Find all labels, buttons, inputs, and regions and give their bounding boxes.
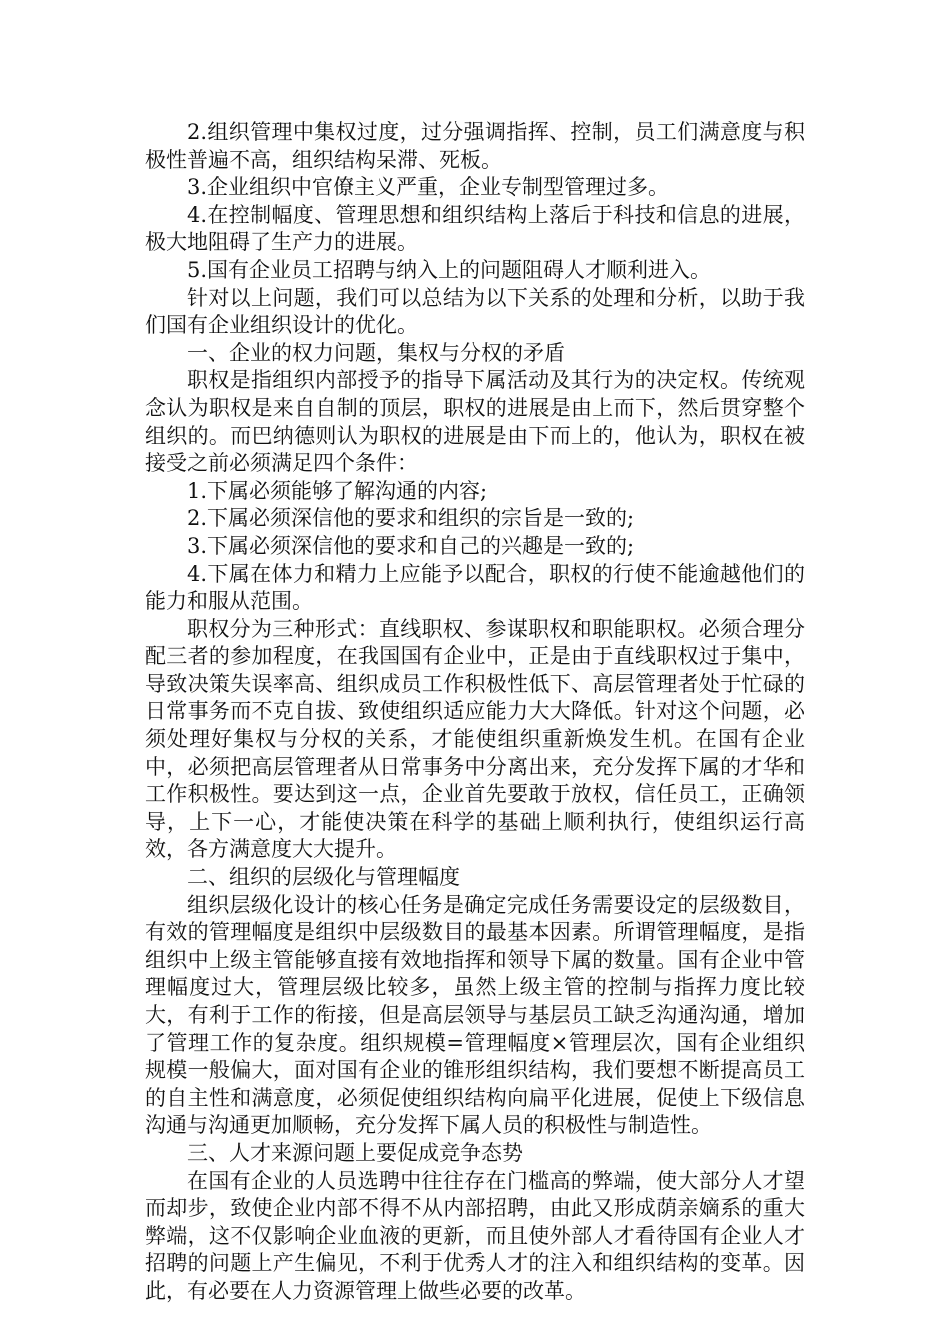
list-item: 1.下属必须能够了解沟通的内容; [187,478,488,503]
section-heading: 二、组织的层级化与管理幅度 [187,865,460,890]
paragraph: 职权是指组织内部授予的指导下属活动及其行为的决定权。传统观念认为职权是来自自制的顶层，职权的进展是由上而下，然后贯穿整个组织的。而巴纳德则认为职权的进展是由下而上的，他认为，职权在被接受之前必须满足四个条件： [145,368,805,476]
paragraph: 组织层级化设计的核心任务是确定完成任务需要设定的层级数目，有效的管理幅度是组织中层级数目的最基本因素。所谓管理幅度，是指组织中上级主管能够直接有效地指挥和领导下属的数量。国有企业中管理幅度过大，管理层级比较多，虽然上级主管的控制与指挥力度比较大，有利于工作的衔接，但是高层领导与基层员工缺乏沟通沟通，增加了管理工作的复杂度。组织规模=管理幅度×管理层次，国有企业组织规模一般偏大，面对国有企业的锥形组织结构，我们要想不断提高员工的自主性和满意度，必须促使组织结构向扁平化进展，促使上下级信息沟通与沟通更加顺畅，充分发挥下属人员的积极性与制造性。 [145,892,805,1138]
section-heading: 三、人才来源问题上要促成竞争态势 [187,1140,523,1165]
list-item: 2.下属必须深信他的要求和组织的宗旨是一致的; [187,506,635,531]
paragraph: 在国有企业的人员选聘中往往存在门槛高的弊端，使大部分人才望而却步，致使企业内部不得不从内部招聘，由此又形成荫亲嫡系的重大弊端，这不仅影响企业血液的更新，而且使外部人才看待国有企业人才招聘的问题上产生偏见，不利于优秀人才的注入和组织结构的变革。因此，有必要在人力资源管理上做些必要的改革。 [145,1168,805,1303]
paragraph: 针对以上问题，我们可以总结为以下关系的处理和分析，以助于我们国有企业组织设计的优化。 [145,285,805,338]
list-item: 4.下属在体力和精力上应能予以配合，职权的行使不能逾越他们的能力和服从范围。 [145,561,805,614]
paragraph: 4.在控制幅度、管理思想和组织结构上落后于科技和信息的进展，极大地阻碍了生产力的进展。 [145,202,805,255]
paragraph: 职权分为三种形式：直线职权、参谋职权和职能职权。必须合理分配三者的参加程度，在我国国有企业中，正是由于直线职权过于集中，导致决策失误率高、组织成员工作积极性低下、高层管理者处于忙碌的日常事务而不克自拔、致使组织适应能力大大降低。针对这个问题，必须处理好集权与分权的关系，才能使组织重新焕发生机。在国有企业中，必须把高层管理者从日常事务中分离出来，充分发挥下属的才华和工作积极性。要达到这一点，企业首先要敢于放权，信任员工，正确领导，上下一心，才能使决策在科学的基础上顺利执行，使组织运行高效，各方满意度大大提升。 [145,616,805,862]
list-item: 3.下属必须深信他的要求和自己的兴趣是一致的; [187,533,635,558]
paragraph: 2.组织管理中集权过度，过分强调指挥、控制，员工们满意度与积极性普遍不高，组织结构呆滞、死板。 [145,120,805,172]
document-body [145,119,805,1306]
paragraph: 3.企业组织中官僚主义严重，企业专制型管理过多。 [187,175,670,200]
section-heading: 一、企业的权力问题，集权与分权的矛盾 [187,340,565,365]
paragraph: 5.国有企业员工招聘与纳入上的问题阻碍人才顺利进入。 [187,257,712,282]
